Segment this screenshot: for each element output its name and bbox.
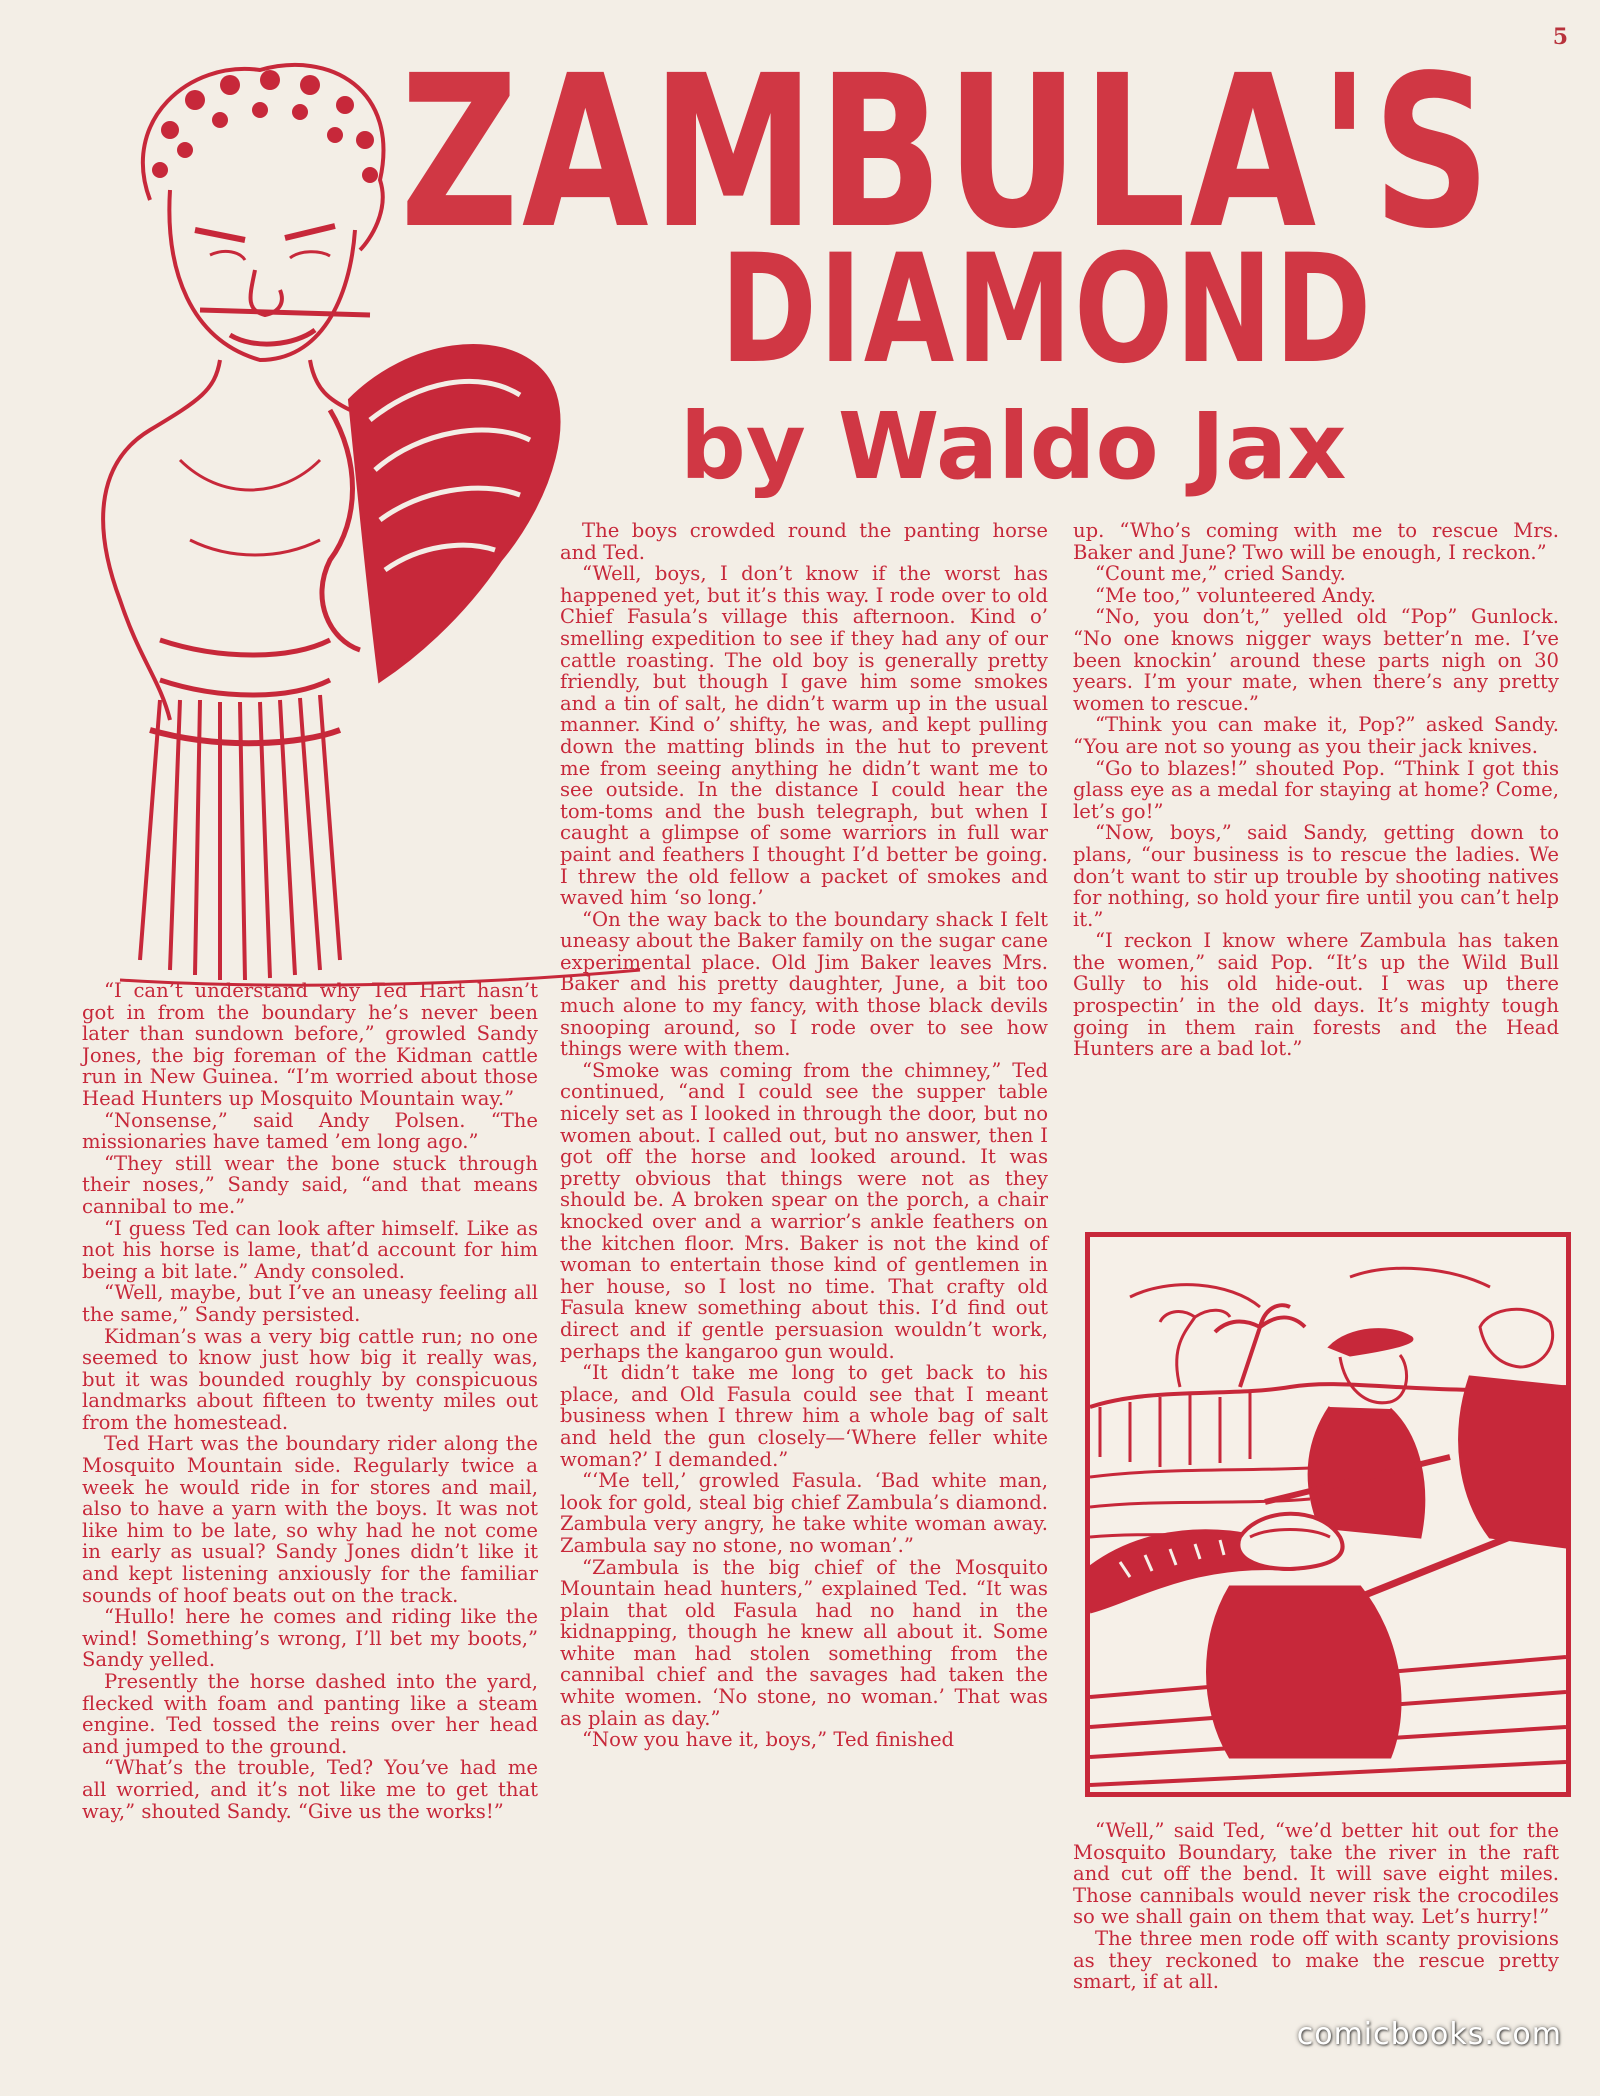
paragraph: “Well, boys, I don’t know if the worst has happened yet, but it’s this way. I rode over to old Chief Fasula’s village this afternoon. Kind o’ smelling expedition to see if they had any of our cattle roasting. The old boy is generally pretty friendly, but though I gave him some smokes and a tin of salt, he didn’t warm up in the usual manner. Kind o’ shifty, he was, and kept pulling down the matting blinds in the hut to prevent me from seeing anything he didn’t want me to see outside. In the distance I could hear the tom-toms and the bush telegraph, but when I caught a glimpse of some warriors in full war paint and feathers I thought I’d better be going. I threw the old fellow a packet of smokes and waved him ‘so long.’ — [560, 562, 1048, 910]
paragraph: “Hullo! here he comes and riding like the wind! Something’s wrong, I’ll bet my boots,” Sandy yelled. — [82, 1605, 538, 1672]
paragraph: “‘Me tell,’ growled Fasula. ‘Bad white man, look for gold, steal big chief Zambula’s diamond. Zambula very angry, he take white woman away. Zambula say no stone, no woman’.” — [560, 1469, 1048, 1557]
paragraph: “Now you have it, boys,” Ted finished — [582, 1728, 955, 1752]
river-crocodile-illustration — [1085, 1232, 1571, 1797]
paragraph: Kidman’s was a very big cattle run; no one seemed to know just how big it really was, but it was bounded roughly by conspicuous landmarks about fifteen to twenty miles out from the homestead. — [82, 1324, 538, 1434]
paragraph: “They still wear the bone stuck through their noses,” Sandy said, “and that means cannibal to me.” — [82, 1151, 538, 1218]
title-line-1: ZAMBULA'S — [400, 30, 1494, 275]
paragraph: “It didn’t take me long to get back to his place, and Old Fasula could see that I meant business when I threw him a whole bag of salt and held the gun closely—‘Where feller white woman?’ I demanded.” — [560, 1361, 1048, 1471]
paragraph: up. “Who’s coming with me to rescue Mrs. Baker and June? Two will be enough, I reckon.” — [1073, 519, 1559, 564]
column-right-bottom — [1073, 1820, 1559, 1993]
paragraph: “Count me,” cried Sandy. — [1095, 562, 1346, 586]
page-number: 5 — [1552, 24, 1568, 50]
paragraph: Ted Hart was the boundary rider along the Mosquito Mountain side. Regularly twice a week he would ride in for stores and mail, also to have a yarn with the boys. It was not like him to be late, so why had he not come in early as usual? Sandy Jones didn’t like it and kept listening anxiously for the familiar sounds of hoof beats out on the track. — [82, 1432, 538, 1607]
paragraph: “What’s the trouble, Ted? You’ve had me all worried, and it’s not like me to get that way,” shouted Sandy. “Give us the works!” — [82, 1756, 538, 1823]
paragraph: “Nonsense,” said Andy Polsen. “The missionaries have tamed ’em long ago.” — [82, 1108, 538, 1154]
paragraph: “On the way back to the boundary shack I felt uneasy about the Baker family on the sugar cane experimental place. Old Jim Baker leaves Mrs. Baker and his pretty daughter, June, a bit too much alone to my fancy, with those black devils snooping around, so I rode over to see how things were with them. — [560, 907, 1048, 1061]
paragraph: “I can’t understand why Ted Hart hasn’t got in from the boundary he’s never been later than sundown before,” growled Sandy Jones, the big foreman of the Kidman cattle run in New Guinea. “I’m worried about those Head Hunters up Mosquito Mountain way.” — [82, 979, 538, 1110]
river-scene-drawing — [1090, 1237, 1566, 1792]
paragraph: “Now, boys,” said Sandy, getting down to plans, “our business is to rescue the ladies. We don’t want to stir up trouble by shooting natives for nothing, so hold your fire until you can’t help it.” — [1073, 821, 1559, 931]
paragraph: “Well,” said Ted, “we’d better hit out for the Mosquito Boundary, take the river in the raft and cut off the bend. It will save eight miles. Those cannibals would never risk the crocodiles so we shall gain on them that way. Let’s hurry!” — [1073, 1819, 1559, 1929]
paragraph: The boys crowded round the panting horse and Ted. — [560, 519, 1048, 564]
column-left — [82, 980, 538, 1822]
paragraph: “I guess Ted can look after himself. Like as not his horse is lame, that’d account for him being a bit late.” Andy consoled. — [82, 1216, 538, 1283]
watermark: comicbooks.com — [1296, 2017, 1562, 2052]
paragraph: “Go to blazes!” shouted Pop. “Think I got this glass eye as a medal for staying at home? Come, let’s go!” — [1073, 756, 1559, 823]
paragraph: “Me too,” volunteered Andy. — [1095, 583, 1377, 607]
column-right-top — [1073, 520, 1559, 1060]
paragraph: “Smoke was coming from the chimney,” Ted continued, “and I could see the supper table nicely set as I looked in through the door, but no women about. I called out, but no answer, then I got off the horse and looked around. It was pretty obvious that things were not as they should be. A broken spear on the porch, a chair knocked over and a warrior’s ankle feathers on the kitchen floor. Mrs. Baker is not the kind of woman to entertain those kind of gentlemen in her house, so I lost no time. That crafty old Fasula knew something about this. I’d find out direct and if gentle persuasion wouldn’t work, perhaps the kangaroo gun would. — [560, 1058, 1048, 1363]
paragraph: “Well, maybe, but I’ve an uneasy feeling all the same,” Sandy persisted. — [82, 1281, 538, 1326]
paragraph: “I reckon I know where Zambula has taken the women,” said Pop. “It’s up the Wild Bull Gully to his old hide-out. I was up there prospectin’ in the old days. It’s mighty tough going in them rain forests and the Head Hunters are a bad lot.” — [1073, 929, 1559, 1061]
byline: by Waldo Jax — [680, 393, 1347, 500]
paragraph: The three men rode off with scanty provisions as they reckoned to make the rescue pretty smart, if at all. — [1073, 1926, 1559, 1994]
paragraph: “No, you don’t,” yelled old “Pop” Gunlock. “No one knows nigger ways better’n me. I’ve been knockin’ around these parts nigh on 30 years. I’m your mate, when there’s any pretty women to rescue.” — [1073, 605, 1559, 715]
paragraph: “Think you can make it, Pop?” asked Sandy. “You are not so young as you their jack knives. — [1073, 713, 1559, 758]
paragraph: “Zambula is the big chief of the Mosquito Mountain head hunters,” explained Ted. “It was plain that old Fasula had no hand in the kidnapping, though he knew all about it. Some white man had stolen something from the cannibal chief and the savages had taken the white women. ‘No stone, no woman.’ That was as plain as day.” — [560, 1555, 1048, 1730]
column-middle — [560, 520, 1048, 1751]
paragraph: Presently the horse dashed into the yard, flecked with foam and panting like a steam engine. Ted tossed the reins over her head and jumped to the ground. — [82, 1670, 538, 1758]
title-line-2: DIAMOND — [720, 223, 1374, 397]
